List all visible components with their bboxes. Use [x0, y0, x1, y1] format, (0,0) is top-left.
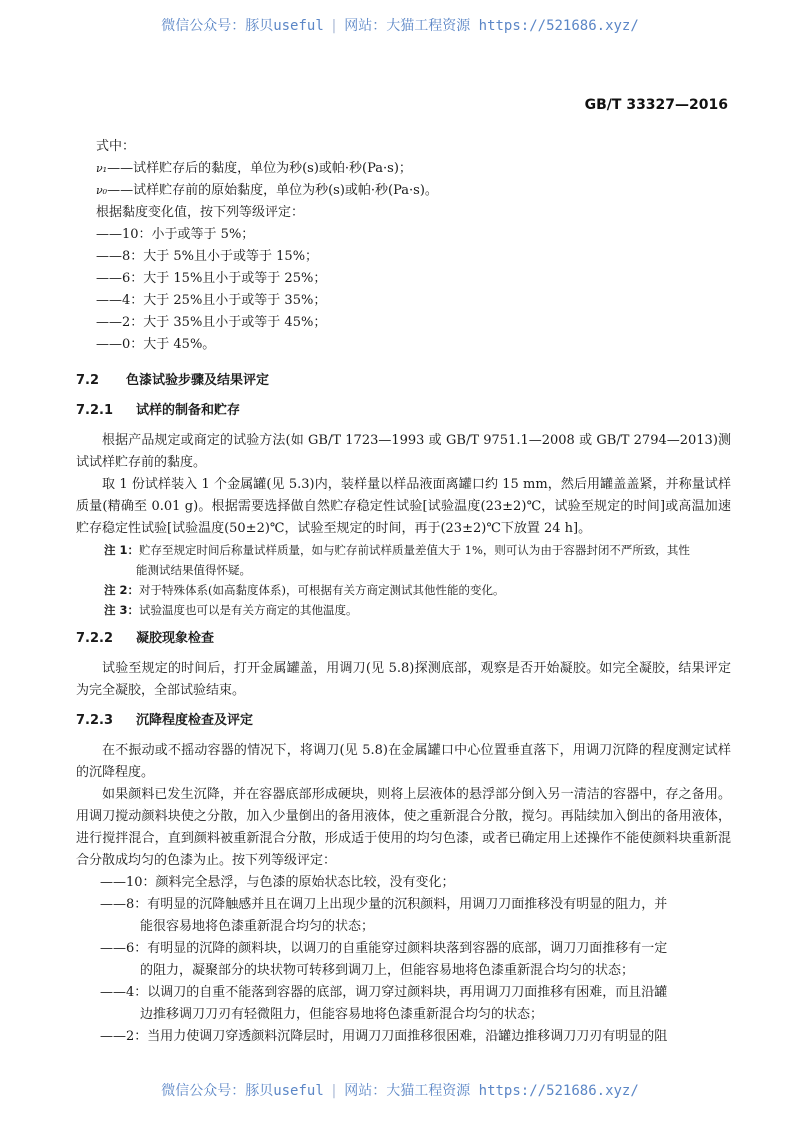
section-number: 7.2.1 — [76, 403, 114, 418]
section-number: 7.2 — [76, 373, 100, 388]
note-text: 对于特殊体系(如高黏度体系)，可根据有关方商定测试其他性能的变化。 — [139, 583, 505, 597]
section-title: 试样的制备和贮存 — [136, 403, 241, 418]
note-1-continuation: 能测试结果值得怀疑。 — [136, 563, 251, 577]
section-heading-7-2-2 — [76, 628, 731, 650]
note-2 — [96, 580, 731, 600]
section-heading-7-2-3 — [76, 710, 731, 732]
section-heading-7-2 — [76, 370, 731, 392]
paragraph: 取 1 份试样装入 1 个金属罐(见 5.3)内，装样量以样品液面离罐口约 15 mm，然后用罐盖盖紧，并称量试样质量(精确至 0.01 g)。根据需要选择做自然贮存稳定性试验[试验温度(23±2)℃，试验至规定的时间]或高温加速贮存稳定性试验[试验温度(50±2)℃，试验至规定的时间，再于(23±2)℃下放置 24 h]。 — [76, 477, 731, 536]
watermark-wechat: 微信公众号：豚贝useful — [161, 18, 324, 34]
section-number: 7.2.2 — [76, 631, 114, 646]
paragraph: 试验至规定的时间后，打开金属罐盖，用调刀(见 5.8)探测底部，观察是否开始凝胶。如完全凝胶，结果评定为完全凝胶，全部试验结束。 — [76, 661, 731, 698]
rating-item: ——2：大于 35%且小于或等于 45%； — [96, 315, 327, 330]
note-3 — [96, 600, 731, 620]
rating-item: ——6：大于 15%且小于或等于 25%； — [96, 271, 327, 286]
settling-rating-10: ——10：颜料完全悬浮，与色漆的原始状态比较，没有变化； — [100, 875, 455, 890]
watermark-footer — [0, 1080, 800, 1100]
var-definition: ——试样贮存前的原始黏度，单位为秒(s)或帕·秒(Pa·s)。 — [107, 183, 438, 198]
note-label: 注 3： — [104, 603, 140, 617]
note-text: 贮存至规定时间后称量试样质量，如与贮存前试样质量差值大于 1%，则可认为由于容器封闭不严所致，其性 — [139, 543, 690, 557]
paragraph: 如果颜料已发生沉降，并在容器底部形成硬块，则将上层液体的悬浮部分倒入另一清洁的容器中，存之备用。用调刀搅动颜料块使之分散，加入少量倒出的备用液体，使之重新混合分散，搅匀。再陆续加入倒出的备用液体，进行搅拌混合，直到颜料被重新混合分散，形成适于使用的均匀色漆，或者已确定用上述操作不能使颜料块重新混合分散成均匀的色漆为止。按下列等级评定： — [76, 787, 731, 868]
rating-item: ——4：大于 25%且小于或等于 35%； — [96, 293, 327, 308]
section-number: 7.2.3 — [76, 713, 114, 728]
settling-rating-8: ——8：有明显的沉降触感并且在调刀上出现少量的沉积颜料，用调刀刀面推移没有明显的阻力，并 — [100, 897, 668, 912]
formula-var-v1 — [96, 158, 731, 180]
var-symbol: ν₁ — [96, 162, 108, 175]
watermark-website: 网站：大猫工程资源 https://521686.xyz/ — [344, 18, 639, 34]
var-symbol: ν₀ — [96, 184, 108, 197]
watermark-separator: | — [329, 1083, 339, 1099]
settling-rating-6: ——6：有明显的沉降的颜料块，以调刀的自重能穿过颜料块落到容器的底部，调刀刀面推移有一定 — [100, 941, 668, 956]
rating-item: ——0：大于 45%。 — [96, 337, 216, 352]
section-title: 色漆试验步骤及结果评定 — [126, 373, 270, 388]
watermark-header — [0, 15, 800, 35]
settling-rating-8-cont: 能很容易地将色漆重新混合均匀的状态； — [140, 919, 375, 934]
paragraph: 根据产品规定或商定的试验方法(如 GB/T 1723—1993 或 GB/T 9751.1—2008 或 GB/T 2794—2013)测试试样贮存前的黏度。 — [76, 433, 731, 470]
formula-var-v0 — [96, 180, 731, 202]
settling-rating-4-cont: 边推移调刀刀刃有轻微阻力，但能容易地将色漆重新混合均匀的状态； — [140, 1007, 544, 1022]
watermark-separator: | — [329, 18, 339, 34]
section-title: 凝胶现象检查 — [136, 631, 215, 646]
rating-item: ——10：小于或等于 5%； — [96, 227, 255, 242]
watermark-website: 网站：大猫工程资源 https://521686.xyz/ — [344, 1083, 639, 1099]
note-1 — [96, 540, 731, 560]
section-heading-7-2-1 — [76, 400, 731, 422]
settling-rating-2: ——2：当用力使调刀穿透颜料沉降层时，用调刀刀面推移很困难，沿罐边推移调刀刀刃有明显的阻 — [100, 1029, 668, 1044]
note-text: 试验温度也可以是有关方商定的其他温度。 — [139, 603, 358, 617]
standard-code: GB/T 33327—2016 — [584, 97, 728, 113]
formula-intro: 式中： — [96, 139, 136, 154]
settling-rating-6-cont: 的阻力，凝聚部分的块状物可转移到调刀上，但能容易地将色漆重新混合均匀的状态； — [140, 963, 635, 978]
var-definition: ——试样贮存后的黏度，单位为秒(s)或帕·秒(Pa·s)； — [107, 161, 412, 176]
rating-intro: 根据黏度变化值，按下列等级评定： — [96, 205, 305, 220]
settling-rating-4: ——4：以调刀的自重不能落到容器的底部，调刀穿过颜料块，再用调刀刀面推移有困难，而且沿罐 — [100, 985, 668, 1000]
paragraph: 在不振动或不摇动容器的情况下，将调刀(见 5.8)在金属罐口中心位置垂直落下，用调刀沉降的程度测定试样的沉降程度。 — [76, 743, 731, 780]
rating-item: ——8：大于 5%且小于或等于 15%； — [96, 249, 319, 264]
note-label: 注 1： — [104, 543, 140, 557]
watermark-wechat: 微信公众号：豚贝useful — [161, 1083, 324, 1099]
section-title: 沉降程度检查及评定 — [136, 713, 254, 728]
note-label: 注 2： — [104, 583, 140, 597]
document-body — [76, 136, 731, 1048]
